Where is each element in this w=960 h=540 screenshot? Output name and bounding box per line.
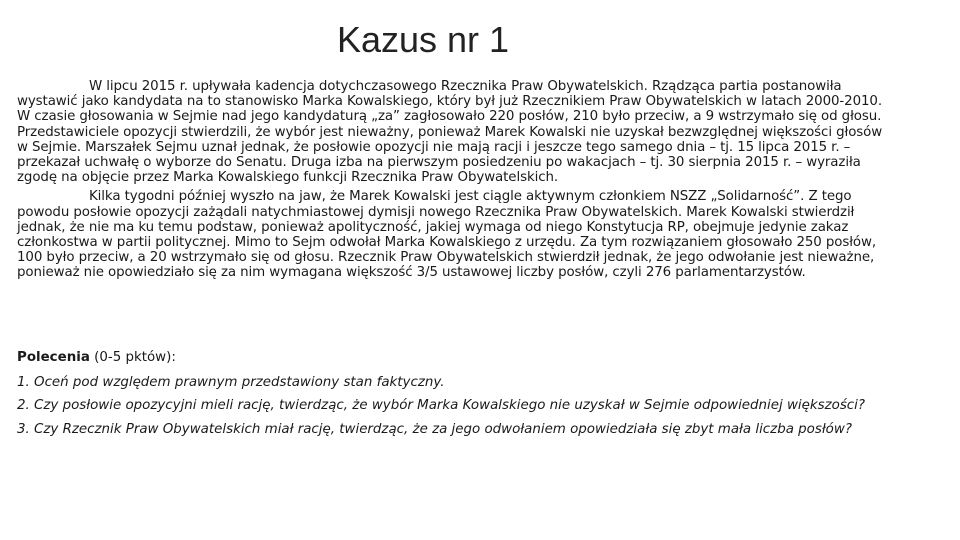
- task-item-1: 1. Oceń pod względem prawnym przedstawiony stan faktyczny.: [17, 375, 445, 391]
- case-description: [17, 79, 885, 281]
- task-item-2: 2. Czy posłowie opozycyjni mieli rację, twierdząc, że wybór Marka Kowalskiego nie uzyskał w Sejmie odpowiedniej większości?: [17, 398, 865, 414]
- tasks-header-points: (0-5 pktów):: [89, 350, 176, 365]
- tasks-header-label: Polecenia: [17, 350, 90, 365]
- case-paragraph-2: Kilka tygodni później wyszło na jaw, że Marek Kowalski jest ciągle aktywnym członkiem NSZZ „Solidarność”. Z tego powodu posłowie opozycji zażądali natychmiastowej dymisji nowego Rzecznika Praw Obywatelskich. Marek Kowalski stwierdził jednak, że nie ma ku temu podstaw, ponieważ apolityczność, jakiej wymaga od niego Konstytucja RP, obejmuje jedynie zakaz członkostwa w partii politycznej. Mimo to Sejm odwołał Marka Kowalskiego z urzędu. Za tym rozwiązaniem głosowało 250 posłów, 100 było przeciw, a 20 wstrzymało się od głosu. Rzecznik Praw Obywatelskich stwierdził jednak, że jego odwołanie jest nieważne, ponieważ nie opowiedziało się za nim wymagana większość 3/5 ustawowej liczby posłów, czyli 276 parlamentarzystów.: [17, 189, 877, 281]
- slide-title: Kazus nr 1: [336, 19, 510, 60]
- tasks-header: [17, 350, 877, 365]
- task-item-3: 3. Czy Rzecznik Praw Obywatelskich miał rację, twierdząc, że za jego odwołaniem opowiedziała się zbyt mała liczba posłów?: [17, 421, 852, 437]
- case-paragraph-1: W lipcu 2015 r. upływała kadencja dotychczasowego Rzecznika Praw Obywatelskich. Rządząca partia postanowiła wystawić jako kandydata na to stanowisko Marka Kowalskiego, który był już Rzecznikiem Praw Obywatelskich w latach 2000-2010. W czasie głosowania w Sejmie nad jego kandydaturą „za” zagłosowało 220 posłów, 210 było przeciw, a 9 wstrzymało się od głosu. Przedstawiciele opozycji stwierdzili, że wybór jest nieważny, ponieważ Marek Kowalski nie uzyskał bezwzględnej większości głosów w Sejmie. Marszałek Sejmu uznał jednak, że posłowie opozycji nie mają racji i jeszcze tego samego dnia – tj. 15 lipca 2015 r. – przekazał uchwałę o wyborze do Senatu. Druga izba na pierwszym posiedzeniu po wakacjach – tj. 30 sierpnia 2015 r. – wyraziła zgodę na objęcie przez Marka Kowalskiego funkcji Rzecznika Praw Obywatelskich.: [17, 79, 883, 186]
- tasks-section: [17, 350, 877, 445]
